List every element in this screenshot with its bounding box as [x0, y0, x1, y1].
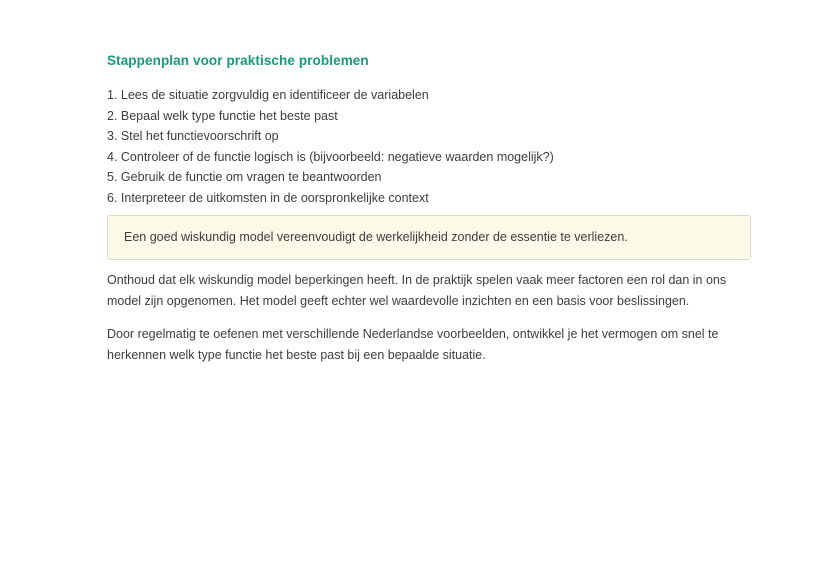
step-item-2: 2. Bepaal welk type functie het beste past: [107, 108, 338, 123]
step-item-5: 5. Gebruik de functie om vragen te beantwoorden: [107, 170, 382, 184]
step-item-3: 3. Stel het functievoorschrift op: [107, 129, 279, 143]
body-paragraph-1: Onthoud dat elk wiskundig model beperkingen heeft. In de praktijk spelen vaak meer factoren een rol dan in ons model zijn opgenomen. Het model geeft echter wel waardevolle inzichten en een basis voor beslissingen.: [107, 273, 727, 308]
content-area: [107, 54, 751, 366]
step-item-4: 4. Controleer of de functie logisch is (bijvoorbeeld: negatieve waarden mogelijk?): [107, 149, 554, 164]
callout-text: Een goed wiskundig model vereenvoudigt de werkelijkheid zonder de essentie te verliezen.: [124, 230, 628, 244]
callout-box: [107, 215, 751, 260]
body-paragraph-2: Door regelmatig te oefenen met verschillende Nederlandse voorbeelden, ontwikkel je het vermogen om snel te herkennen welk type functie het beste past bij een bepaalde situatie.: [107, 327, 719, 362]
step-item-6: 6. Interpreteer de uitkomsten in de oorspronkelijke context: [107, 190, 429, 205]
section-heading: Stappenplan voor praktische problemen: [107, 53, 369, 68]
steps-list: [107, 85, 751, 208]
step-item-1: 1. Lees de situatie zorgvuldig en identificeer de variabelen: [107, 88, 429, 102]
